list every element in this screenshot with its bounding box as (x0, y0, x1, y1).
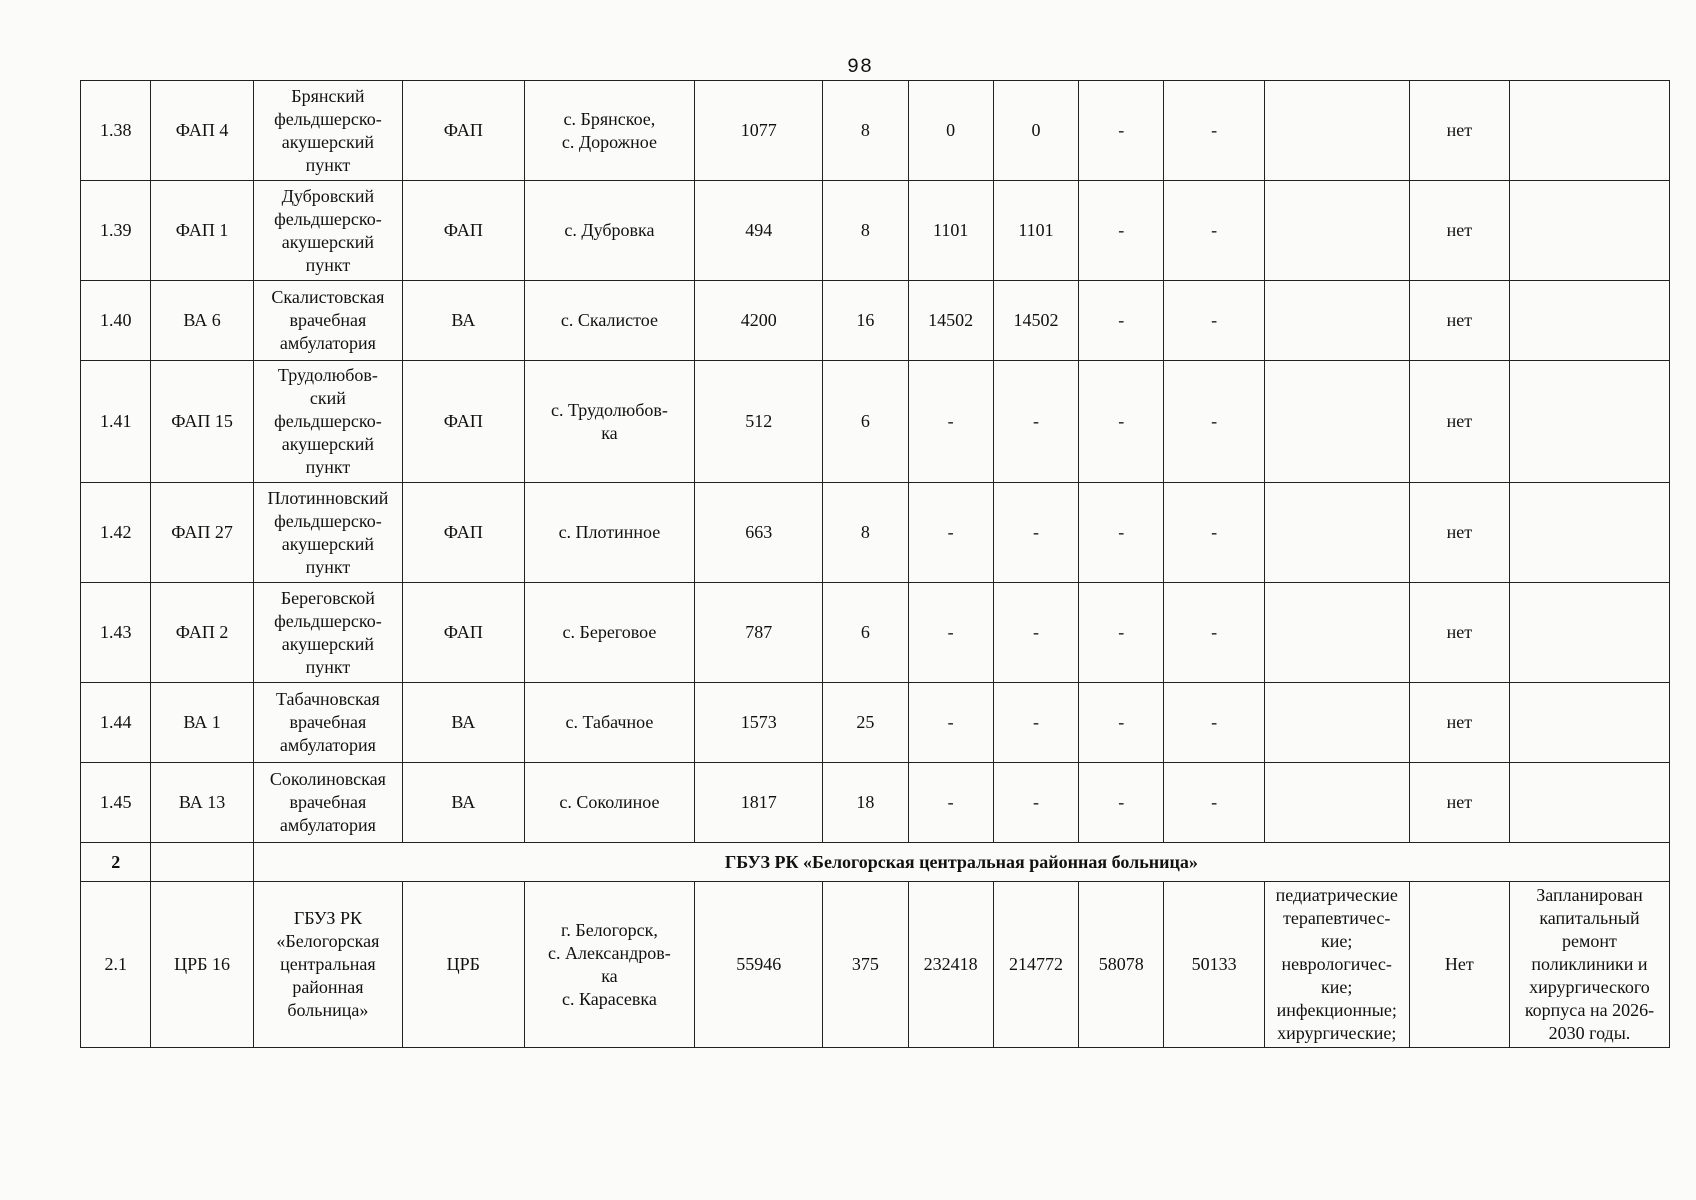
facility-name-cell: Соколиновская врачебная амбулатория (253, 763, 402, 843)
status-cell: нет (1409, 763, 1509, 843)
value-cell-4: - (1164, 181, 1264, 281)
profiles-cell (1264, 81, 1409, 181)
facility-name-cell: Трудолюбов- ский фельдшерско- акушерский пункт (253, 361, 402, 483)
value-cell-1: 1101 (908, 181, 993, 281)
table-row (81, 181, 1670, 281)
value-cell-3: - (1079, 763, 1164, 843)
value-cell-1: 14502 (908, 281, 993, 361)
table-row (81, 483, 1670, 583)
status-cell: Нет (1409, 882, 1509, 1048)
facility-name-cell: ГБУЗ РК «Белогорская центральная районная больница» (253, 882, 402, 1048)
staff-cell: 8 (823, 483, 908, 583)
facility-type-cell: ФАП (403, 181, 525, 281)
value-cell-4: - (1164, 281, 1264, 361)
table-row (81, 281, 1670, 361)
locality-cell: с. Скалистое (524, 281, 695, 361)
facilities-table (80, 80, 1670, 1048)
population-cell: 494 (695, 181, 823, 281)
profiles-cell (1264, 361, 1409, 483)
value-cell-1: - (908, 583, 993, 683)
facility-type-cell: ВА (403, 683, 525, 763)
facility-type-cell: ФАП (403, 583, 525, 683)
note-cell (1509, 181, 1669, 281)
value-cell-4: - (1164, 583, 1264, 683)
facility-type-cell: ФАП (403, 81, 525, 181)
staff-cell: 25 (823, 683, 908, 763)
locality-cell: с. Береговое (524, 583, 695, 683)
profiles-cell (1264, 583, 1409, 683)
facility-code-cell: ФАП 1 (151, 181, 253, 281)
value-cell-3: - (1079, 683, 1164, 763)
note-cell (1509, 81, 1669, 181)
facility-name-cell: Плотинновский фельдшерско- акушерский пункт (253, 483, 402, 583)
value-cell-2: - (993, 683, 1078, 763)
table-row (81, 683, 1670, 763)
note-cell (1509, 763, 1669, 843)
facility-code-cell: ВА 1 (151, 683, 253, 763)
row-number-cell: 1.43 (81, 583, 151, 683)
facility-type-cell: ЦРБ (403, 882, 525, 1048)
staff-cell: 375 (823, 882, 908, 1048)
value-cell-4: - (1164, 81, 1264, 181)
value-cell-3: - (1079, 81, 1164, 181)
population-cell: 1077 (695, 81, 823, 181)
locality-cell: с. Трудолюбов- ка (524, 361, 695, 483)
value-cell-4: 50133 (1164, 882, 1264, 1048)
locality-cell: с. Брянское, с. Дорожное (524, 81, 695, 181)
profiles-cell (1264, 483, 1409, 583)
value-cell-1: - (908, 483, 993, 583)
value-cell-3: - (1079, 181, 1164, 281)
value-cell-3: - (1079, 361, 1164, 483)
profiles-cell (1264, 763, 1409, 843)
table-row (81, 81, 1670, 181)
value-cell-2: - (993, 483, 1078, 583)
staff-cell: 8 (823, 81, 908, 181)
staff-cell: 8 (823, 181, 908, 281)
note-cell (1509, 483, 1669, 583)
status-cell: нет (1409, 181, 1509, 281)
value-cell-3: 58078 (1079, 882, 1164, 1048)
facility-code-cell: ЦРБ 16 (151, 882, 253, 1048)
staff-cell: 6 (823, 583, 908, 683)
value-cell-2: - (993, 361, 1078, 483)
row-number-cell: 1.40 (81, 281, 151, 361)
status-cell: нет (1409, 81, 1509, 181)
note-cell (1509, 583, 1669, 683)
value-cell-2: 0 (993, 81, 1078, 181)
population-cell: 4200 (695, 281, 823, 361)
status-cell: нет (1409, 483, 1509, 583)
status-cell: нет (1409, 281, 1509, 361)
note-cell (1509, 683, 1669, 763)
staff-cell: 18 (823, 763, 908, 843)
profiles-cell (1264, 181, 1409, 281)
staff-cell: 6 (823, 361, 908, 483)
facility-type-cell: ФАП (403, 361, 525, 483)
facility-code-cell: ФАП 4 (151, 81, 253, 181)
population-cell: 787 (695, 583, 823, 683)
facility-name-cell: Скалистовская врачебная амбулатория (253, 281, 402, 361)
table-row (81, 882, 1670, 1048)
value-cell-4: - (1164, 763, 1264, 843)
page-number: 98 (846, 56, 873, 79)
value-cell-3: - (1079, 483, 1164, 583)
value-cell-2: 1101 (993, 181, 1078, 281)
locality-cell: с. Соколиное (524, 763, 695, 843)
row-number-cell: 1.38 (81, 81, 151, 181)
value-cell-2: - (993, 763, 1078, 843)
row-number-cell: 2.1 (81, 882, 151, 1048)
value-cell-4: - (1164, 483, 1264, 583)
value-cell-4: - (1164, 683, 1264, 763)
note-cell: Запланирован капитальный ремонт поликлиники и хирургического корпуса на 2026- 2030 годы. (1509, 882, 1669, 1048)
value-cell-1: - (908, 763, 993, 843)
facility-type-cell: ФАП (403, 483, 525, 583)
status-cell: нет (1409, 683, 1509, 763)
facility-code-cell: ВА 6 (151, 281, 253, 361)
table-row (81, 583, 1670, 683)
value-cell-1: - (908, 361, 993, 483)
value-cell-4: - (1164, 361, 1264, 483)
facility-type-cell: ВА (403, 281, 525, 361)
profiles-cell (1264, 281, 1409, 361)
population-cell: 663 (695, 483, 823, 583)
population-cell: 512 (695, 361, 823, 483)
value-cell-1: - (908, 683, 993, 763)
locality-cell: с. Дубровка (524, 181, 695, 281)
facility-code-cell: ФАП 27 (151, 483, 253, 583)
facility-code-cell: ВА 13 (151, 763, 253, 843)
facility-name-cell: Дубровский фельдшерско- акушерский пункт (253, 181, 402, 281)
facility-name-cell: Береговской фельдшерско- акушерский пункт (253, 583, 402, 683)
value-cell-2: - (993, 583, 1078, 683)
locality-cell: с. Табачное (524, 683, 695, 763)
table-row (81, 361, 1670, 483)
note-cell (1509, 361, 1669, 483)
value-cell-3: - (1079, 281, 1164, 361)
profiles-cell: педиатрические терапевтичес- кие; неврологичес- кие; инфекционные; хирургические; (1264, 882, 1409, 1048)
facility-code-cell: ФАП 2 (151, 583, 253, 683)
row-number-cell: 1.44 (81, 683, 151, 763)
status-cell: нет (1409, 583, 1509, 683)
section-empty-cell (151, 843, 253, 882)
section-title: ГБУЗ РК «Белогорская центральная районная больница» (253, 843, 1669, 882)
facility-name-cell: Брянский фельдшерско- акушерский пункт (253, 81, 402, 181)
value-cell-2: 14502 (993, 281, 1078, 361)
value-cell-1: 232418 (908, 882, 993, 1048)
locality-cell: с. Плотинное (524, 483, 695, 583)
population-cell: 55946 (695, 882, 823, 1048)
staff-cell: 16 (823, 281, 908, 361)
profiles-cell (1264, 683, 1409, 763)
population-cell: 1573 (695, 683, 823, 763)
status-cell: нет (1409, 361, 1509, 483)
locality-cell: г. Белогорск, с. Александров- ка с. Карасевка (524, 882, 695, 1048)
note-cell (1509, 281, 1669, 361)
value-cell-2: 214772 (993, 882, 1078, 1048)
row-number-cell: 1.45 (81, 763, 151, 843)
row-number-cell: 1.39 (81, 181, 151, 281)
section-header-row (81, 843, 1670, 882)
section-number-cell: 2 (81, 843, 151, 882)
value-cell-3: - (1079, 583, 1164, 683)
population-cell: 1817 (695, 763, 823, 843)
facility-type-cell: ВА (403, 763, 525, 843)
row-number-cell: 1.41 (81, 361, 151, 483)
value-cell-1: 0 (908, 81, 993, 181)
row-number-cell: 1.42 (81, 483, 151, 583)
table-row (81, 763, 1670, 843)
facility-name-cell: Табачновская врачебная амбулатория (253, 683, 402, 763)
facility-code-cell: ФАП 15 (151, 361, 253, 483)
